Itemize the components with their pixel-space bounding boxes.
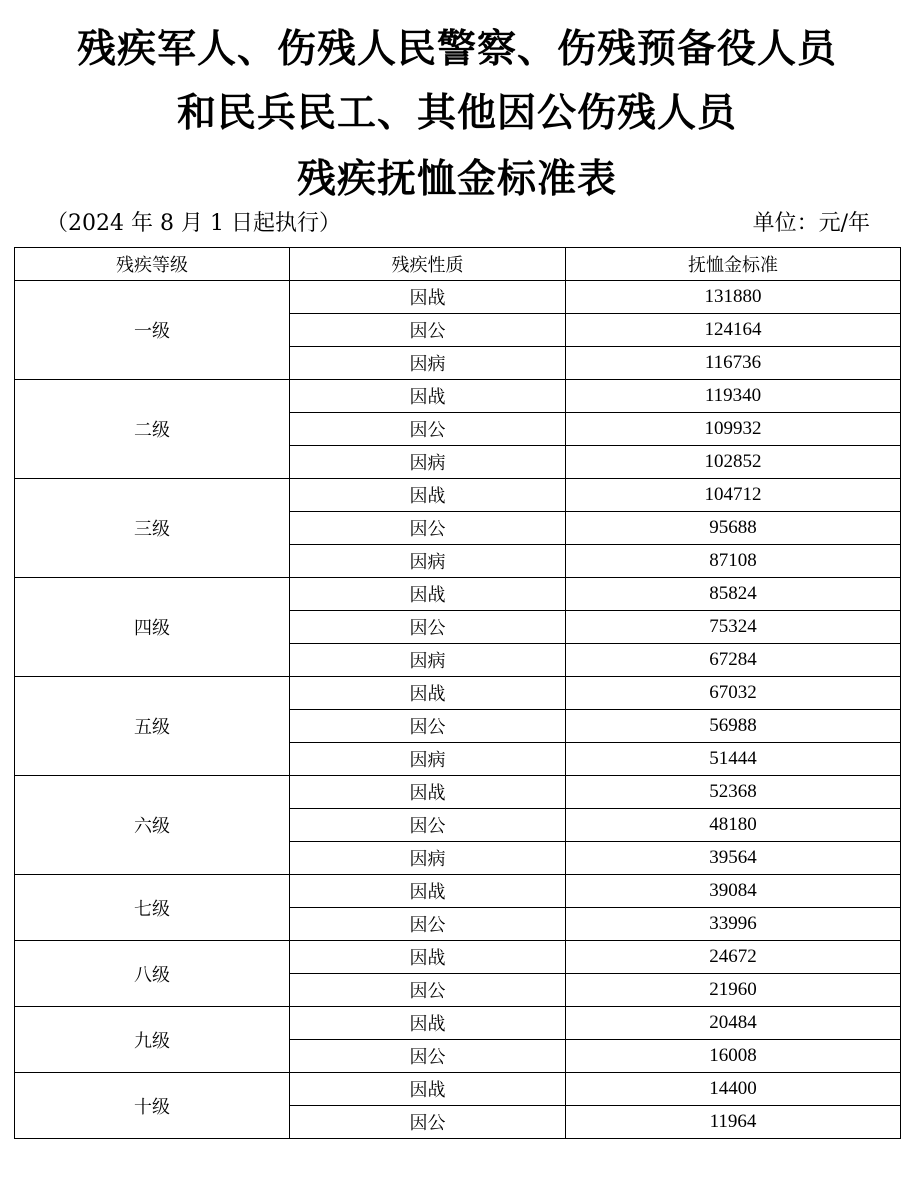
pension-amount-cell: 87108 — [566, 545, 901, 578]
nature-cell: 因战 — [290, 941, 566, 974]
unit-note: 单位：元/年 — [752, 211, 870, 236]
nature-cell: 因战 — [290, 1073, 566, 1106]
pension-amount-cell: 51444 — [566, 743, 901, 776]
nature-cell: 因战 — [290, 677, 566, 710]
table-row — [15, 578, 901, 611]
header-disability-grade: 残疾等级 — [15, 248, 290, 281]
nature-cell: 因公 — [290, 413, 566, 446]
effective-date-note: （2024 年 8 月 1 日起执行） — [46, 211, 341, 236]
pension-amount-cell: 109932 — [566, 413, 901, 446]
grade-cell: 四级 — [15, 578, 290, 677]
table-body — [15, 281, 901, 1139]
nature-cell: 因公 — [290, 710, 566, 743]
pension-amount-cell: 102852 — [566, 446, 901, 479]
pension-amount-cell: 33996 — [566, 908, 901, 941]
nature-cell: 因病 — [290, 545, 566, 578]
table-row — [15, 941, 901, 974]
grade-cell: 三级 — [15, 479, 290, 578]
pension-amount-cell: 20484 — [566, 1007, 901, 1040]
pension-amount-cell: 39084 — [566, 875, 901, 908]
nature-cell: 因公 — [290, 611, 566, 644]
nature-cell: 因病 — [290, 644, 566, 677]
table-row — [15, 776, 901, 809]
grade-cell: 七级 — [15, 875, 290, 941]
pension-standard-table — [14, 247, 901, 1139]
pension-amount-cell: 52368 — [566, 776, 901, 809]
pension-amount-cell: 16008 — [566, 1040, 901, 1073]
grade-cell: 九级 — [15, 1007, 290, 1073]
pension-amount-cell: 48180 — [566, 809, 901, 842]
page-title-line-1: 残疾军人、伤残人民警察、伤残预备役人员 — [76, 27, 837, 72]
pension-amount-cell: 67032 — [566, 677, 901, 710]
table-row — [15, 677, 901, 710]
table-row — [15, 1073, 901, 1106]
pension-amount-cell: 131880 — [566, 281, 901, 314]
nature-cell: 因病 — [290, 842, 566, 875]
pension-amount-cell: 14400 — [566, 1073, 901, 1106]
nature-cell: 因公 — [290, 512, 566, 545]
nature-cell: 因战 — [290, 281, 566, 314]
table-header-row — [15, 248, 901, 281]
page-title-line-2: 和民兵民工、其他因公伤残人员 — [176, 91, 737, 136]
grade-cell: 五级 — [15, 677, 290, 776]
pension-amount-cell: 75324 — [566, 611, 901, 644]
pension-amount-cell: 95688 — [566, 512, 901, 545]
pension-amount-cell: 119340 — [566, 380, 901, 413]
nature-cell: 因病 — [290, 446, 566, 479]
pension-amount-cell: 124164 — [566, 314, 901, 347]
header-pension-standard: 抚恤金标准 — [566, 248, 901, 281]
header-disability-nature: 残疾性质 — [290, 248, 566, 281]
nature-cell: 因病 — [290, 347, 566, 380]
nature-cell: 因公 — [290, 1040, 566, 1073]
pension-amount-cell: 116736 — [566, 347, 901, 380]
pension-amount-cell: 21960 — [566, 974, 901, 1007]
nature-cell: 因病 — [290, 743, 566, 776]
pension-amount-cell: 24672 — [566, 941, 901, 974]
nature-cell: 因公 — [290, 1106, 566, 1139]
pension-amount-cell: 56988 — [566, 710, 901, 743]
nature-cell: 因公 — [290, 809, 566, 842]
pension-amount-cell: 39564 — [566, 842, 901, 875]
pension-amount-cell: 104712 — [566, 479, 901, 512]
grade-cell: 十级 — [15, 1073, 290, 1139]
table-row — [15, 1007, 901, 1040]
table-row — [15, 875, 901, 908]
nature-cell: 因战 — [290, 578, 566, 611]
nature-cell: 因公 — [290, 314, 566, 347]
grade-cell: 二级 — [15, 380, 290, 479]
pension-amount-cell: 67284 — [566, 644, 901, 677]
pension-amount-cell: 85824 — [566, 578, 901, 611]
nature-cell: 因战 — [290, 875, 566, 908]
grade-cell: 六级 — [15, 776, 290, 875]
nature-cell: 因战 — [290, 1007, 566, 1040]
pension-amount-cell: 11964 — [566, 1106, 901, 1139]
nature-cell: 因公 — [290, 974, 566, 1007]
table-row — [15, 479, 901, 512]
nature-cell: 因战 — [290, 479, 566, 512]
grade-cell: 一级 — [15, 281, 290, 380]
page-title-line-3: 残疾抚恤金标准表 — [296, 157, 617, 202]
nature-cell: 因公 — [290, 908, 566, 941]
nature-cell: 因战 — [290, 380, 566, 413]
grade-cell: 八级 — [15, 941, 290, 1007]
table-row — [15, 281, 901, 314]
table-row — [15, 380, 901, 413]
nature-cell: 因战 — [290, 776, 566, 809]
